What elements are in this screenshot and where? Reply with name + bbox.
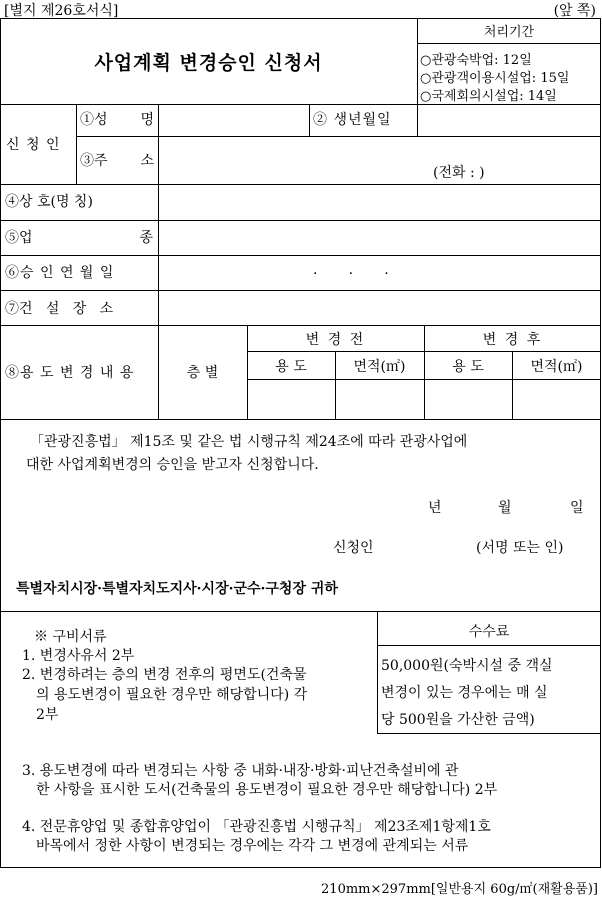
approval-date-label: ⑥승 인 연 월 일 bbox=[5, 265, 115, 281]
divider bbox=[417, 104, 418, 136]
paper-spec-footer: 210mm×297mm[일반용지 60g/㎡(재활용품)] bbox=[321, 882, 598, 897]
divider bbox=[0, 255, 601, 256]
divider bbox=[0, 325, 601, 326]
business-type-field[interactable] bbox=[160, 222, 598, 254]
use-subheader: 용 도 bbox=[275, 359, 307, 375]
divider bbox=[377, 733, 601, 734]
after-use-field[interactable] bbox=[426, 381, 510, 417]
document-item: 4. 전문휴양업 및 종합휴양업이 「관광진흥법 시행규칙」 제23조제1항제1호 bbox=[22, 819, 491, 835]
fee-text: 당 500원을 가산한 금액) bbox=[381, 712, 535, 728]
floor-header: 층 별 bbox=[186, 365, 219, 381]
after-area-field[interactable] bbox=[514, 381, 599, 417]
processing-period-label: 처리기간 bbox=[483, 25, 535, 40]
before-use-field[interactable] bbox=[249, 381, 333, 417]
divider bbox=[0, 220, 601, 221]
document-item: 2. 변경하려는 층의 변경 전후의 평면도(건축물 bbox=[22, 667, 307, 683]
divider bbox=[0, 290, 601, 291]
fee-text: 50,000원(숙박시설 중 객실 bbox=[381, 658, 553, 674]
use-subheader: 용 도 bbox=[452, 359, 484, 375]
divider bbox=[0, 419, 601, 420]
use-change-label: ⑧용 도 변 경 내 용 bbox=[5, 365, 135, 381]
divider bbox=[377, 645, 601, 646]
divider bbox=[247, 379, 601, 380]
documents-header: ※ 구비서류 bbox=[34, 629, 107, 645]
divider bbox=[247, 351, 601, 352]
document-item: 2부 bbox=[36, 707, 59, 723]
applicant-group-label: 신 청 인 bbox=[6, 137, 61, 153]
year-label: 년 bbox=[428, 500, 442, 516]
business-type-label: ⑤업 종 bbox=[5, 230, 153, 246]
phone-label: (전화 : ) bbox=[433, 165, 485, 181]
divider bbox=[0, 184, 601, 185]
document-item: 바목에서 정한 사항이 변경되는 경우에는 각각 그 변경에 관계되는 서류 bbox=[36, 838, 469, 854]
processing-item: ○국제회의시설업: 14일 bbox=[420, 89, 557, 104]
birthdate-label: ② 생년월일 bbox=[313, 112, 392, 128]
business-name-label: ④상 호(명 칭) bbox=[5, 194, 93, 210]
divider bbox=[417, 43, 601, 44]
divider bbox=[0, 611, 601, 612]
addressee: 특별자치시장·특별자치도지사·시장·군수·구청장 귀하 bbox=[16, 581, 338, 597]
applicant-sign-label: 신청인 bbox=[333, 540, 374, 556]
divider bbox=[158, 104, 159, 184]
document-item: 의 용도변경이 필요한 경우만 해당합니다) 각 bbox=[36, 687, 308, 703]
divider bbox=[76, 104, 77, 184]
day-label: 일 bbox=[570, 500, 584, 516]
divider bbox=[0, 104, 601, 105]
signature-label[interactable]: (서명 또는 인) bbox=[476, 540, 564, 556]
area-subheader: 면적(㎡) bbox=[530, 359, 583, 375]
month-label: 월 bbox=[498, 500, 512, 516]
divider bbox=[158, 184, 159, 419]
area-subheader: 면적(㎡) bbox=[353, 359, 406, 375]
declaration-text: 대한 사업계획변경의 승인을 받고자 신청합니다. bbox=[26, 457, 319, 473]
document-item: 3. 용도변경에 따라 변경되는 사항 중 내화·내장·방화·피난건축설비에 관 bbox=[22, 763, 459, 779]
form-title: 사업계획 변경승인 신청서 bbox=[94, 51, 323, 74]
divider bbox=[309, 104, 310, 136]
birthdate-field[interactable] bbox=[419, 106, 599, 134]
declaration-text: 「관광진흥법」 제15조 및 같은 법 시행규칙 제24조에 따라 관광사업에 bbox=[30, 434, 468, 450]
processing-item: ○관광숙박업: 12일 bbox=[420, 53, 532, 68]
address-label: ③주 소 bbox=[80, 153, 154, 169]
fee-text: 변경이 있는 경우에는 매 실 bbox=[381, 685, 548, 701]
divider bbox=[76, 136, 601, 137]
name-field[interactable] bbox=[160, 106, 306, 134]
processing-item: ○관광객이용시설업: 15일 bbox=[420, 71, 570, 86]
construction-site-label: ⑦건 설 장 소 bbox=[5, 301, 114, 317]
approval-date-field[interactable]: . . . bbox=[313, 262, 389, 278]
form-number: [별지 제26호서식] bbox=[4, 3, 119, 19]
before-change-header: 변 경 전 bbox=[305, 332, 366, 348]
name-label: ①성 명 bbox=[80, 112, 154, 128]
business-name-field[interactable] bbox=[160, 186, 598, 218]
document-item: 한 사항을 표시한 도서(건축물의 용도변경이 필요한 경우만 해당합니다) 2부 bbox=[36, 782, 498, 798]
document-item: 1. 변경사유서 2부 bbox=[22, 648, 135, 664]
after-change-header: 변 경 후 bbox=[482, 332, 543, 348]
before-area-field[interactable] bbox=[337, 381, 422, 417]
page-side-label: (앞 쪽) bbox=[553, 3, 596, 19]
address-field[interactable] bbox=[160, 138, 598, 182]
fee-label: 수수료 bbox=[468, 624, 510, 640]
construction-site-field[interactable] bbox=[160, 292, 598, 324]
